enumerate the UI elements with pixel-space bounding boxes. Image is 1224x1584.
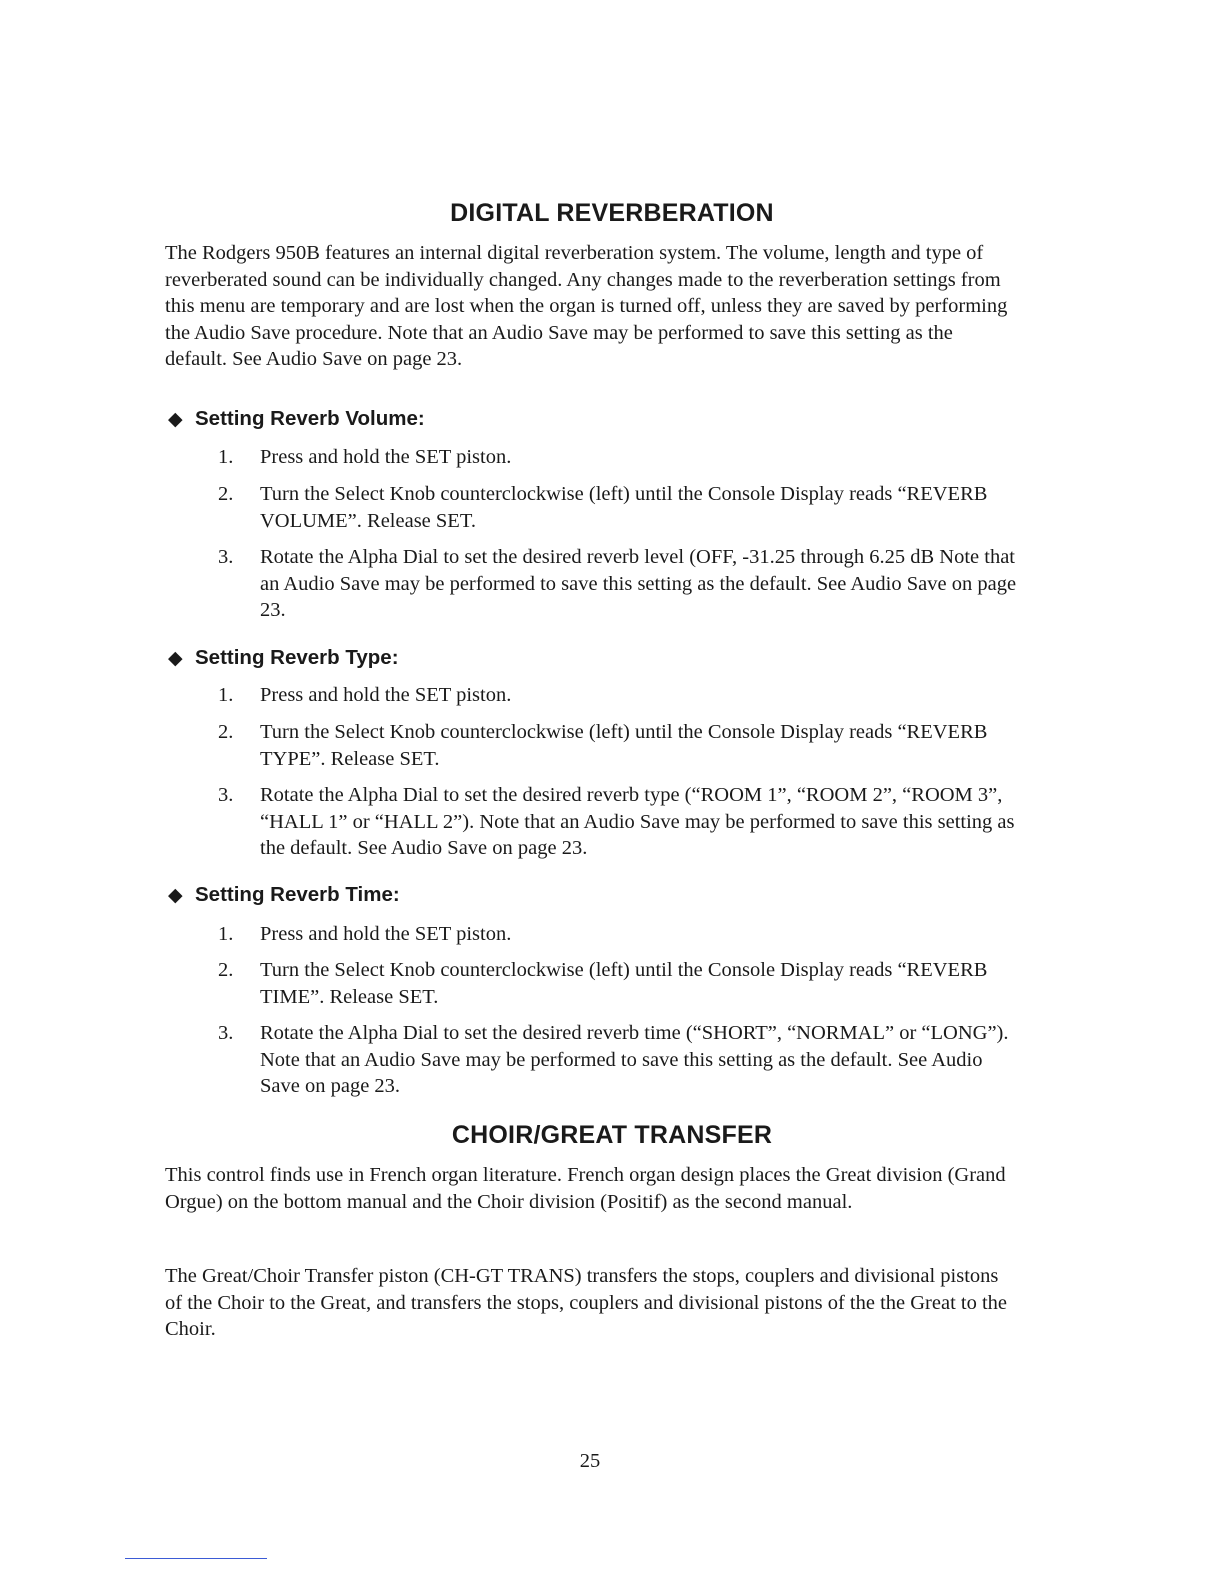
section-title-text: Setting Reverb Volume:	[195, 407, 425, 430]
step-number: 2.	[218, 959, 234, 981]
list-item	[218, 544, 1018, 624]
step-number: 3.	[218, 546, 234, 568]
step-text: Rotate the Alpha Dial to set the desired reverb level (OFF, -31.25 through 6.25 dB Note that an Audio Save may be performed to save this setting as the default. See Audio Save on page 23.	[260, 546, 1017, 621]
list-item	[218, 957, 1018, 1010]
step-text: Press and hold the SET piston.	[260, 684, 512, 706]
step-text: Press and hold the SET piston.	[260, 446, 512, 468]
step-text: Turn the Select Knob counterclockwise (left) until the Console Display reads “REVERB TYPE”. Release SET.	[260, 721, 988, 770]
section-title-text: Setting Reverb Type:	[195, 646, 399, 669]
step-number: 3.	[218, 1022, 234, 1044]
page-number: 25	[579, 1450, 601, 1472]
step-number: 2.	[218, 483, 234, 505]
section-title-reverb-type	[168, 646, 399, 670]
list-item	[218, 481, 1018, 534]
reverb-intro-paragraph: The Rodgers 950B features an internal digital reverberation system. The volume, length and type of reverberated sound can be individually changed. Any changes made to the reverberation settings from this menu are temporary and are lost when the organ is turned off, unless they are saved by performing the Audio Save procedure. Note that an Audio Save may be performed to save this setting as the default. See Audio Save on page 23.	[165, 242, 1008, 370]
list-item	[218, 682, 1018, 709]
choir-great-transfer-heading: CHOIR/GREAT TRANSFER	[451, 1121, 773, 1149]
list-item	[218, 921, 1018, 948]
transfer-paragraph-1: This control finds use in French organ literature. French organ design places the Great division (Grand Orgue) on the bottom manual and the Choir division (Positif) as the second manual.	[165, 1164, 1006, 1213]
transfer-paragraph-2: The Great/Choir Transfer piston (CH-GT TRANS) transfers the stops, couplers and divisional pistons of the Choir to the Great, and transfers the stops, couplers and divisional pistons of the the Great to the Choir.	[165, 1265, 1008, 1340]
step-text: Turn the Select Knob counterclockwise (left) until the Console Display reads “REVERB VOLUME”. Release SET.	[260, 483, 988, 532]
step-text: Press and hold the SET piston.	[260, 923, 512, 945]
diamond-bullet-icon: ◆	[168, 885, 183, 906]
section-title-reverb-volume	[168, 407, 425, 431]
list-item	[218, 1020, 1018, 1100]
footer-divider	[125, 1558, 267, 1559]
step-text: Rotate the Alpha Dial to set the desired reverb time (“SHORT”, “NORMAL” or “LONG”). Note that an Audio Save may be performed to save this setting as the default. See Audio Save on page 23.	[260, 1022, 1009, 1097]
section-title-text: Setting Reverb Time:	[195, 883, 400, 906]
digital-reverberation-heading: DIGITAL REVERBERATION	[450, 199, 774, 227]
step-text: Rotate the Alpha Dial to set the desired reverb type (“ROOM 1”, “ROOM 2”, “ROOM 3”, “HALL 1” or “HALL 2”). Note that an Audio Save may be performed to save this setting as the default. See Audio Save on page 23.	[260, 784, 1015, 859]
step-number: 1.	[218, 923, 234, 945]
step-number: 2.	[218, 721, 234, 743]
list-item	[218, 782, 1018, 862]
step-text: Turn the Select Knob counterclockwise (left) until the Console Display reads “REVERB TIME”. Release SET.	[260, 959, 988, 1008]
step-number: 1.	[218, 684, 234, 706]
list-item	[218, 444, 1018, 471]
diamond-bullet-icon: ◆	[168, 648, 183, 669]
list-item	[218, 719, 1018, 772]
step-number: 1.	[218, 446, 234, 468]
section-title-reverb-time	[168, 883, 400, 907]
step-number: 3.	[218, 784, 234, 806]
diamond-bullet-icon: ◆	[168, 409, 183, 430]
